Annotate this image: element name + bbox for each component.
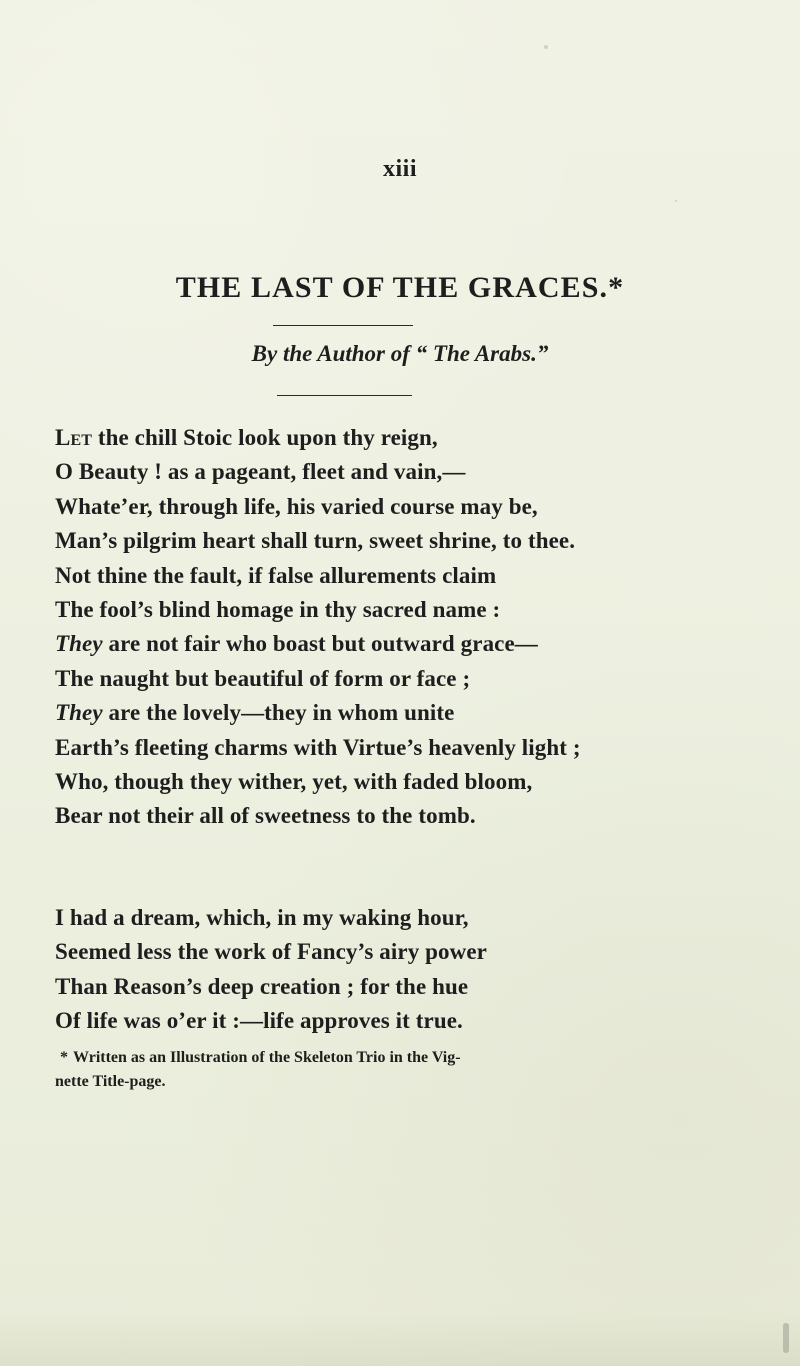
poem-line: The fool’s blind homage in thy sacred name : (55, 596, 501, 622)
poem-line-text: are the lovely—they in whom unite (102, 700, 455, 726)
poem-line: Bear not their all of sweetness to the tomb. (55, 803, 476, 829)
poem-line: Than Reason’s deep creation ; for the hue (55, 973, 469, 999)
poem-line-text: are not fair who boast but outward grace— (102, 631, 538, 657)
page-number: xiii (382, 156, 417, 182)
poem-line (55, 627, 765, 661)
footnote-marker: * (60, 1049, 68, 1066)
poem-line-text: the chill Stoic look upon thy reign, (92, 425, 438, 450)
poem-line: The naught but beautiful of form or face ; (55, 665, 471, 691)
page-title: THE LAST OF THE GRACES.* (175, 271, 625, 305)
poem-line: O Beauty ! as a pageant, fleet and vain,— (55, 459, 466, 485)
title-rule-bottom (277, 395, 412, 396)
paper-speck (675, 200, 677, 202)
poem-line (55, 696, 765, 730)
poem-line: Of life was o’er it :—life approves it true. (55, 1008, 463, 1034)
footnote (55, 1046, 760, 1094)
paper-speck (544, 45, 548, 49)
byline: By the Author of “ The Arabs.” (251, 341, 549, 366)
footnote-line (55, 1046, 760, 1070)
italic-word: They (55, 700, 103, 726)
italic-word: They (55, 631, 103, 657)
poem-line: Man’s pilgrim heart shall turn, sweet shrine, to thee. (55, 528, 576, 554)
footnote-line: nette Title-page. (55, 1073, 166, 1090)
poem-line: Seemed less the work of Fancy’s airy power (55, 939, 487, 965)
small-caps-word: Let (55, 425, 92, 450)
footnote-text: Written as an Illustration of the Skeleton Trio in the Vig- (73, 1049, 461, 1066)
poem-line: Earth’s fleeting charms with Virtue’s heavenly light ; (55, 734, 581, 760)
poem-line: Whate’er, through life, his varied course may be, (55, 493, 538, 519)
poem-stanza-1 (55, 421, 765, 834)
title-rule-top (273, 325, 413, 326)
poem-line: Who, though they wither, yet, with faded bloom, (55, 768, 533, 794)
poem-stanza-2 (55, 901, 765, 1039)
poem-line: Not thine the fault, if false allurements claim (55, 562, 497, 588)
poem-line (55, 421, 765, 455)
page-edge-shadow (0, 1312, 800, 1366)
poem-line: I had a dream, which, in my waking hour, (55, 905, 469, 930)
